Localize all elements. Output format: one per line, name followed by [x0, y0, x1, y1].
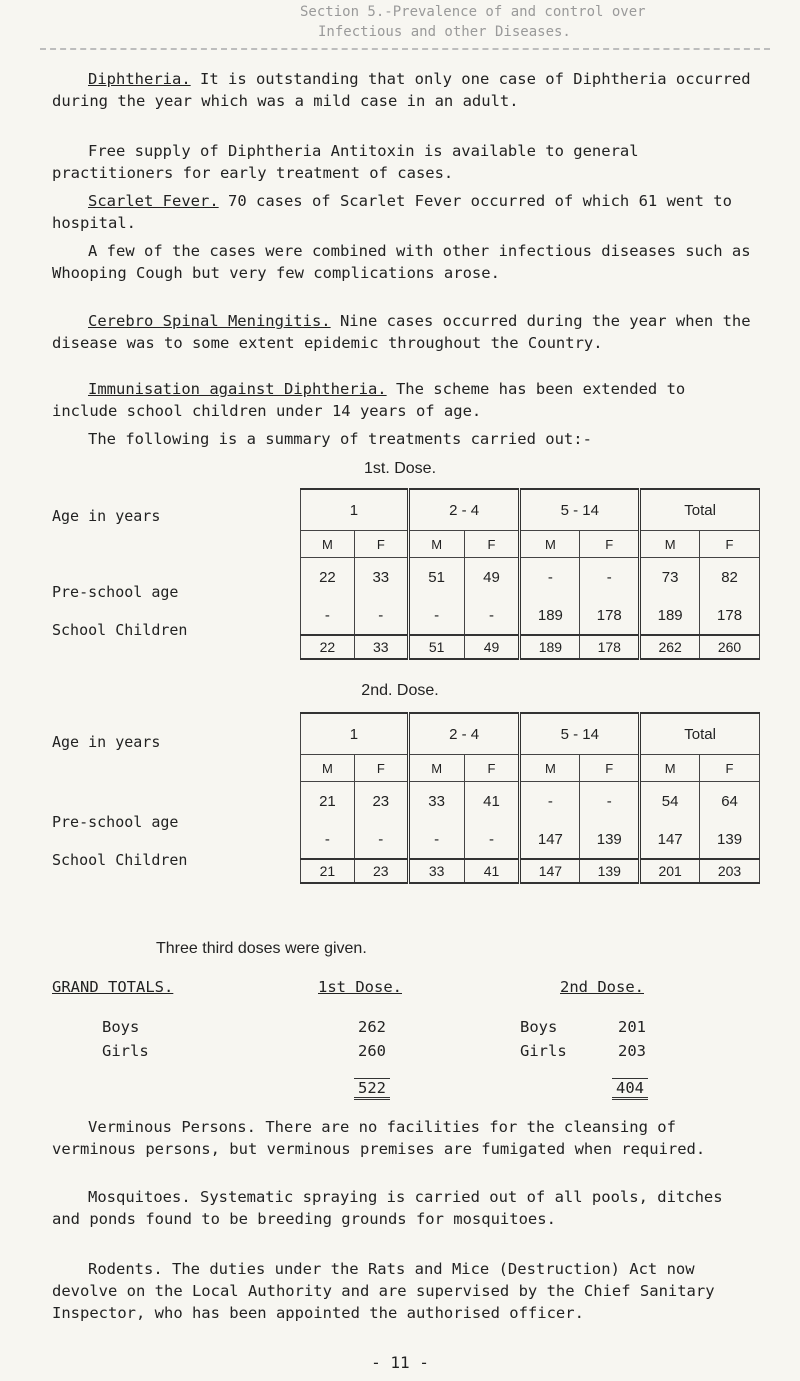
rodents-text: The duties under the Rats and Mice (Destruction) Act now devolve on the Local Authority and are supervised by the Chief Sanitary Inspector, who has been appointed the authorised officer. — [52, 1260, 724, 1322]
table-cell: 178 — [700, 596, 760, 635]
dose1-group-1: 1 — [301, 489, 409, 531]
dose2-sub-cell: F — [580, 755, 640, 782]
table-cell: 189 — [640, 596, 700, 635]
scarlet-text: 70 cases of Scarlet Fever occurred of which 61 went to hospital. — [52, 192, 742, 232]
dose1-row-label-school: School Children — [52, 621, 188, 639]
mosquitoes-paragraph — [52, 1186, 752, 1230]
table-cell: 23 — [354, 782, 408, 821]
table-cell: - — [408, 596, 464, 635]
table-cell: - — [580, 782, 640, 821]
dose2-sub-cell: F — [464, 755, 520, 782]
dose1-sub-cell: M — [520, 531, 580, 558]
table-cell: 22 — [301, 558, 355, 597]
section-header-line2: Infectious and other Diseases. — [318, 24, 571, 40]
dose1-sub-cell: F — [700, 531, 760, 558]
table-cell: 139 — [580, 859, 640, 883]
table-total-row — [301, 635, 760, 659]
table-cell: 147 — [520, 859, 580, 883]
dose2-sub-cell: M — [301, 755, 355, 782]
table-cell: 33 — [408, 782, 464, 821]
table-cell: - — [301, 596, 355, 635]
dose2-group-total: Total — [640, 713, 760, 755]
mosquitoes-heading: Mosquitoes. — [88, 1188, 191, 1206]
grand-second-total: 404 — [612, 1078, 648, 1100]
grand-boys-label: Boys — [102, 1018, 140, 1036]
grand-first-girls: 260 — [358, 1042, 386, 1060]
third-doses-note: Three third doses were given. — [156, 940, 367, 957]
dose2-sub-cell: M — [520, 755, 580, 782]
grand-totals-label: GRAND TOTALS. — [52, 978, 174, 996]
dose2-sex-row — [301, 755, 760, 782]
table-cell: 203 — [700, 859, 760, 883]
dose1-row-label-preschool: Pre-school age — [52, 583, 179, 601]
table-cell: 82 — [700, 558, 760, 597]
grand-second-boys-label: Boys — [520, 1018, 558, 1036]
table-cell: 23 — [354, 859, 408, 883]
table-cell: 139 — [580, 820, 640, 859]
dose2-sub-cell: F — [700, 755, 760, 782]
table-cell: 54 — [640, 782, 700, 821]
scarlet-heading: Scarlet Fever. — [88, 192, 219, 210]
dose1-sub-cell: M — [408, 531, 464, 558]
table-cell: 33 — [354, 635, 408, 659]
page-number: - 11 - — [371, 1353, 429, 1372]
table-cell: 41 — [464, 782, 520, 821]
dose1-sub-cell: F — [464, 531, 520, 558]
table-row — [301, 596, 760, 635]
table-cell: - — [354, 820, 408, 859]
dose2-sub-cell: M — [640, 755, 700, 782]
dose2-sub-cell: M — [408, 755, 464, 782]
immunisation-paragraph — [52, 378, 752, 422]
summary-paragraph — [52, 428, 752, 450]
grand-first-total: 522 — [354, 1078, 390, 1100]
table-cell: 189 — [520, 596, 580, 635]
dose2-table — [300, 712, 760, 884]
cerebro-text: Nine cases occurred during the year when the disease was to some extent epidemic throughout the Country. — [52, 312, 760, 352]
table-cell: 49 — [464, 635, 520, 659]
dose2-group-1: 1 — [301, 713, 409, 755]
table-cell: - — [520, 782, 580, 821]
header-rule — [40, 48, 770, 50]
antitoxin-text: Free supply of Diphtheria Antitoxin is available to general practitioners for early treatment of cases. — [52, 142, 648, 182]
table-cell: 51 — [408, 635, 464, 659]
table-cell: 49 — [464, 558, 520, 597]
dose2-group-2-4: 2 - 4 — [408, 713, 520, 755]
table-cell: - — [464, 820, 520, 859]
diphtheria-text: It is outstanding that only one case of Diphtheria occurred during the year which was a mild case in an adult. — [52, 70, 760, 110]
grand-second-girls-label: Girls — [520, 1042, 567, 1060]
dose1-group-total: Total — [640, 489, 760, 531]
dose1-sub-cell: M — [640, 531, 700, 558]
table-cell: 260 — [700, 635, 760, 659]
dose1-group-5-14: 5 - 14 — [520, 489, 640, 531]
dose2-age-label: Age in years — [52, 733, 161, 751]
verminous-paragraph — [52, 1116, 752, 1160]
table-cell: 21 — [301, 782, 355, 821]
table-cell: 147 — [520, 820, 580, 859]
table-cell: 21 — [301, 859, 355, 883]
table-cell: 73 — [640, 558, 700, 597]
grand-first-heading: 1st Dose. — [318, 978, 402, 996]
dose2-group-row — [301, 713, 760, 755]
dose1-age-label: Age in years — [52, 507, 161, 525]
table-cell: 189 — [520, 635, 580, 659]
dose2-row-label-school: School Children — [52, 851, 188, 869]
dose2-row-label-preschool: Pre-school age — [52, 813, 179, 831]
table-cell: 262 — [640, 635, 700, 659]
grand-girls-label: Girls — [102, 1042, 149, 1060]
verminous-heading: Verminous Persons. — [88, 1118, 256, 1136]
table-row — [301, 820, 760, 859]
dose2-sub-cell: F — [354, 755, 408, 782]
table-cell: 178 — [580, 635, 640, 659]
table-cell: 41 — [464, 859, 520, 883]
dose1-sub-cell: F — [354, 531, 408, 558]
summary-text: The following is a summary of treatments carried out:- — [88, 430, 592, 448]
dose1-title: 1st. Dose. — [363, 460, 437, 477]
table-cell: 22 — [301, 635, 355, 659]
rodents-paragraph — [52, 1258, 752, 1324]
antitoxin-paragraph — [52, 140, 752, 184]
table-cell: 147 — [640, 820, 700, 859]
diphtheria-paragraph — [52, 68, 760, 112]
table-cell: 33 — [354, 558, 408, 597]
table-cell: 33 — [408, 859, 464, 883]
dose2-title: 2nd. Dose. — [361, 682, 439, 699]
cerebro-paragraph — [52, 310, 760, 354]
table-cell: - — [301, 820, 355, 859]
table-cell: - — [464, 596, 520, 635]
grand-second-boys: 201 — [618, 1018, 646, 1036]
immunisation-heading: Immunisation against Diphtheria. — [88, 380, 387, 398]
table-row — [301, 558, 760, 597]
mosquitoes-text: Systematic spraying is carried out of all pools, ditches and ponds found to be breeding grounds for mosquitoes. — [52, 1188, 732, 1228]
dose1-group-row — [301, 489, 760, 531]
table-total-row — [301, 859, 760, 883]
grand-second-heading: 2nd Dose. — [560, 978, 644, 996]
cerebro-heading: Cerebro Spinal Meningitis. — [88, 312, 331, 330]
table-cell: - — [580, 558, 640, 597]
table-cell: - — [520, 558, 580, 597]
table-cell: 178 — [580, 596, 640, 635]
table-cell: 201 — [640, 859, 700, 883]
diphtheria-heading: Diphtheria. — [88, 70, 191, 88]
combined-paragraph — [52, 240, 760, 284]
dose2-group-5-14: 5 - 14 — [520, 713, 640, 755]
table-cell: 139 — [700, 820, 760, 859]
grand-second-girls: 203 — [618, 1042, 646, 1060]
combined-text: A few of the cases were combined with other infectious diseases such as Whooping Cough but very few complications arose. — [52, 242, 760, 282]
verminous-text: There are no facilities for the cleansing of verminous persons, but verminous premises are fumigated when required. — [52, 1118, 706, 1158]
grand-first-boys: 262 — [358, 1018, 386, 1036]
table-cell: - — [408, 820, 464, 859]
table-row — [301, 782, 760, 821]
scarlet-paragraph — [52, 190, 752, 234]
dose1-group-2-4: 2 - 4 — [408, 489, 520, 531]
immunisation-text: The scheme has been extended to include school children under 14 years of age. — [52, 380, 695, 420]
dose1-sub-cell: F — [580, 531, 640, 558]
table-cell: - — [354, 596, 408, 635]
section-header-line1: Section 5.-Prevalence of and control over — [300, 4, 646, 20]
dose1-sex-row — [301, 531, 760, 558]
section-header — [300, 2, 646, 42]
table-cell: 64 — [700, 782, 760, 821]
table-cell: 51 — [408, 558, 464, 597]
dose1-table — [300, 488, 760, 660]
dose1-sub-cell: M — [301, 531, 355, 558]
rodents-heading: Rodents. — [88, 1260, 163, 1278]
